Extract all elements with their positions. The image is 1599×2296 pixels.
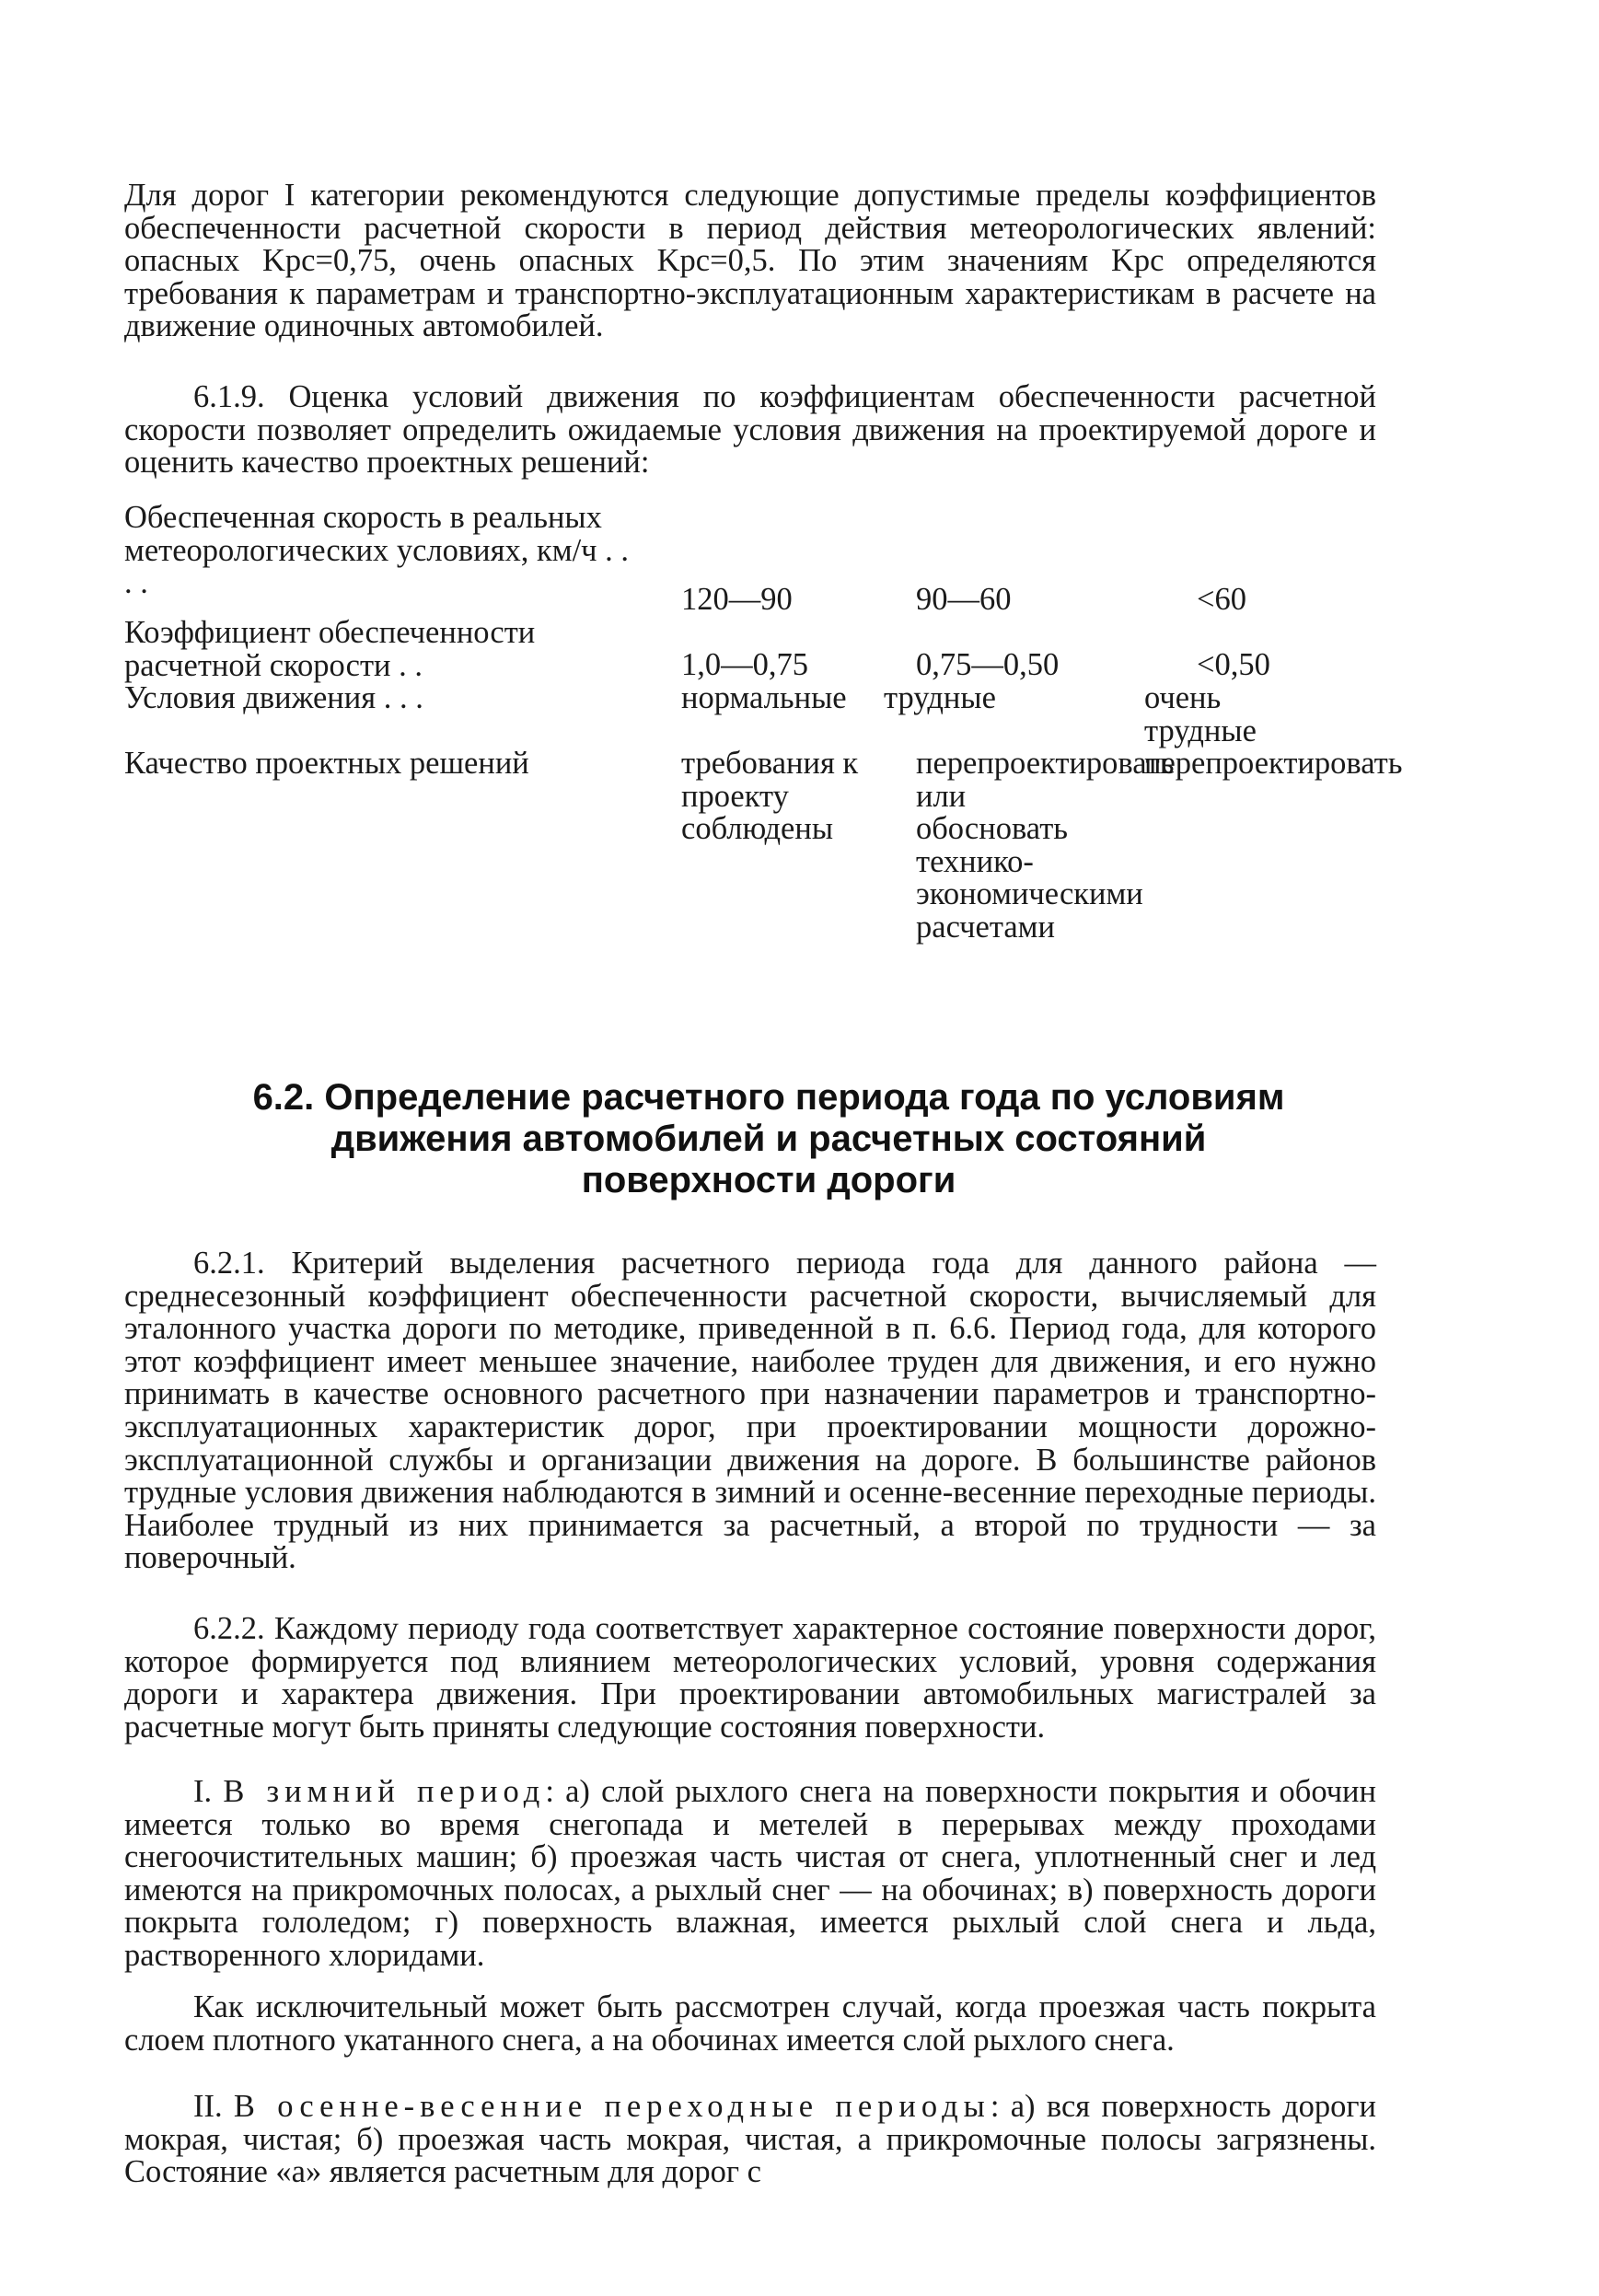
table-row4-col3: перепроектировать <box>1144 746 1403 781</box>
intro-paragraph: Для дорог I категории рекомендуются следующие допустимые пределы коэффициентов обеспеченности расчетной скорости в период действия метеорологических явлений: опасных Kрс=0,75, очень опасных Kрс=0,5. По этим значениям Kрс определяются требования к параметрам и транспортно-эксплуатационным характеристикам в расчете на движение одиночных автомобилей. <box>124 178 1376 344</box>
section-heading-6-2 <box>124 1077 1413 1201</box>
table-row2-col3: <0,50 <box>1197 647 1270 682</box>
table-row3-col2: трудные <box>884 680 996 715</box>
winter-period-title: В зимний период <box>223 1774 546 1809</box>
table-row2-col2: 0,75—0,50 <box>916 647 1060 682</box>
paragraph-6-2-1: 6.2.1. Критерий выделения расчетного периода года для данного района — среднесезонный коэффициент обеспеченности расчетной скорости, вычисляемый для эталонного участка дороги по методике, приведенной в п. 6.6. Период года, для которого этот коэффициент имеет меньшее значение, наиболее труден для движения, и его нужно принимать в качестве основного расчетного при назначении параметров и транспортно-эксплуатационных характеристик дорог, при проектировании мощности дорожно-эксплуатационной службы и организации движения на дороге. В большинстве районов трудные условия движения наблюдаются в зимний и осенне-весенние переходные периоды. Наиболее трудный из них принимается за расчетный, а второй по трудности — за поверочный. <box>124 1246 1376 1576</box>
winter-period-paragraph <box>124 1776 1376 1973</box>
table-row1-col3: <60 <box>1197 582 1246 617</box>
exception-paragraph: Как исключительный может быть рассмотрен случай, когда проезжая часть покрыта слоем плотного укатанного снега, а на обочинах имеется слой рыхлого снега. <box>124 1989 1376 2058</box>
table-row4-col1: требования к проекту соблюдены <box>681 746 859 847</box>
section-heading-line3: поверхности дороги <box>581 1160 956 1200</box>
paragraph-6-2-2: 6.2.2. Каждому периоду года соответствует характерное состояние поверхности дорог, которое формируется под влиянием метеорологических условий, уровня содержания дороги и характера движения. При проектировании автомобильных магистралей за расчетные могут быть приняты следующие состояния поверхности. <box>124 1611 1376 1745</box>
winter-prefix: I. <box>193 1774 224 1809</box>
table-row1-col1: 120—90 <box>681 582 793 617</box>
autumn-period-text: : а) вся поверхность дороги мокрая, чистая; б) проезжая часть мокрая, чистая, а прикромочные полосы загрязнены. Состояние «а» является расчетным для дорог с <box>124 2089 1376 2190</box>
autumn-period-paragraph <box>124 2091 1376 2189</box>
table-row4-label: Качество проектных решений <box>124 746 529 781</box>
table-row2-label: Коэффициент обеспеченности расчетной скорости . . <box>124 615 536 683</box>
table-row3-col3: очень трудные <box>1144 680 1257 748</box>
table-row2-col1: 1,0—0,75 <box>681 647 808 682</box>
autumn-period-title: В осенне-весенние переходные периоды <box>233 2089 991 2124</box>
table-row3-label: Условия движения . . . <box>124 680 423 715</box>
paragraph-6-1-9: 6.1.9. Оценка условий движения по коэффициентам обеспеченности расчетной скорости позволяет определить ожидаемые условия движения на проектируемой дороге и оценить качество проектных решений: <box>124 379 1376 481</box>
table-row4-col2: перепроектировать или обосновать технико-экономическими расчетами <box>916 746 1175 945</box>
table-row3-col1: нормальные <box>681 680 847 715</box>
section-heading-line2: движения автомобилей и расчетных состояний <box>330 1119 1207 1159</box>
autumn-prefix: II. <box>193 2089 234 2124</box>
section-heading-line1: 6.2. Определение расчетного периода года по условиям <box>252 1077 1285 1118</box>
table-row1-col2: 90—60 <box>916 582 1012 617</box>
winter-period-text: : а) слой рыхлого снега на поверхности покрытия и обочин имеется только во время снегопада и метелей в перерывах между проходами снегоочистительных машин; б) проезжая часть чистая от снега, уплотненный снег и лед имеются на прикромочных полосах, а рыхлый снег — на обочинах; в) поверхность дороги покрыта гололедом; г) поверхность влажная, имеется рыхлый слой снега и льда, растворенного хлоридами. <box>124 1774 1376 1973</box>
table-row1-label: Обеспеченная скорость в реальных метеорологических условиях, км/ч . . . . <box>124 500 630 601</box>
